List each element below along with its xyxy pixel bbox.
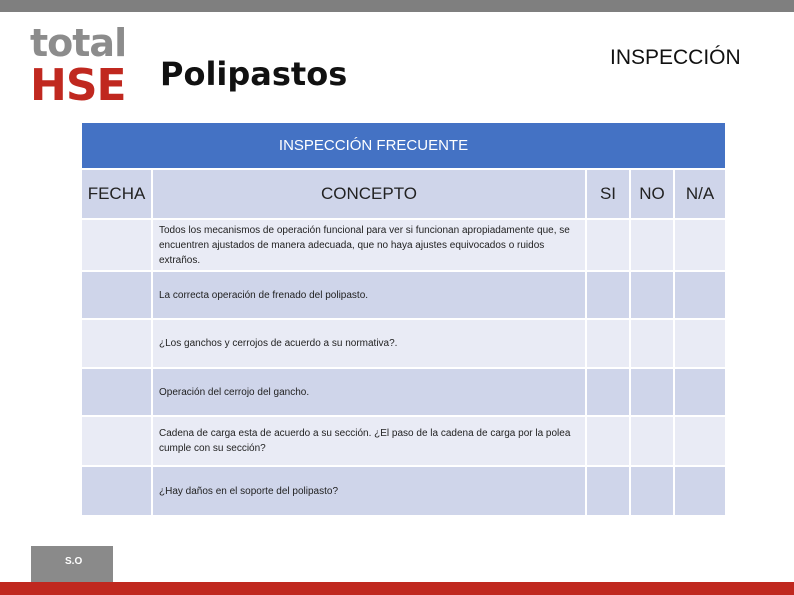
- table-row: [81, 368, 726, 416]
- fecha-cell[interactable]: [81, 368, 152, 416]
- concepto-cell: La correcta operación de frenado del polipasto.: [152, 271, 586, 319]
- na-checkbox-cell[interactable]: [674, 319, 726, 368]
- column-header-si: SI: [586, 169, 630, 219]
- table-row: [81, 416, 726, 466]
- na-checkbox-cell[interactable]: [674, 466, 726, 516]
- si-checkbox-cell[interactable]: [586, 416, 630, 466]
- table-title: INSPECCIÓN FRECUENTE: [278, 137, 469, 154]
- concepto-cell: ¿Los ganchos y cerrojos de acuerdo a su normativa?.: [152, 319, 586, 368]
- column-header-no: NO: [630, 169, 674, 219]
- table-row: [81, 466, 726, 516]
- logo-text-total: total: [30, 21, 127, 65]
- fecha-cell[interactable]: [81, 319, 152, 368]
- si-checkbox-cell[interactable]: [586, 219, 630, 271]
- no-checkbox-cell[interactable]: [630, 368, 674, 416]
- section-title: INSPECCIÓN: [610, 46, 741, 69]
- page-label-box: [31, 546, 113, 582]
- document-title: Polipastos: [160, 55, 348, 93]
- concepto-cell: Cadena de carga esta de acuerdo a su sección. ¿El paso de la cadena de carga por la polea cumple con su sección?: [152, 416, 586, 466]
- fecha-cell[interactable]: [81, 271, 152, 319]
- page-label: S.O: [65, 556, 83, 567]
- table-row: [81, 271, 726, 319]
- no-checkbox-cell[interactable]: [630, 319, 674, 368]
- bottom-bar: [0, 582, 794, 595]
- concepto-cell: Operación del cerrojo del gancho.: [152, 368, 586, 416]
- table-row: [81, 219, 726, 271]
- table-title-header: [81, 122, 726, 169]
- fecha-cell[interactable]: [81, 466, 152, 516]
- no-checkbox-cell[interactable]: [630, 271, 674, 319]
- logo-text-hse: HSE: [30, 60, 126, 111]
- no-checkbox-cell[interactable]: [630, 466, 674, 516]
- si-checkbox-cell[interactable]: [586, 271, 630, 319]
- concepto-cell: ¿Hay daños en el soporte del polipasto?: [152, 466, 586, 516]
- si-checkbox-cell[interactable]: [586, 368, 630, 416]
- column-header-fecha: FECHA: [81, 169, 152, 219]
- no-checkbox-cell[interactable]: [630, 219, 674, 271]
- fecha-cell[interactable]: [81, 416, 152, 466]
- fecha-cell[interactable]: [81, 219, 152, 271]
- top-bar: [0, 0, 794, 12]
- column-header-concepto: CONCEPTO: [152, 169, 586, 219]
- na-checkbox-cell[interactable]: [674, 271, 726, 319]
- na-checkbox-cell[interactable]: [674, 368, 726, 416]
- inspection-table: [80, 121, 727, 517]
- si-checkbox-cell[interactable]: [586, 466, 630, 516]
- column-header-na: N/A: [674, 169, 726, 219]
- si-checkbox-cell[interactable]: [586, 319, 630, 368]
- concepto-cell: Todos los mecanismos de operación funcional para ver si funcionan apropiadamente que, se encuentren ajustados de manera adecuada, que no haya ajustes equivocados o ruidos extraños.: [152, 219, 586, 271]
- table-row: [81, 319, 726, 368]
- na-checkbox-cell[interactable]: [674, 219, 726, 271]
- total-hse-logo: [30, 21, 127, 112]
- no-checkbox-cell[interactable]: [630, 416, 674, 466]
- na-checkbox-cell[interactable]: [674, 416, 726, 466]
